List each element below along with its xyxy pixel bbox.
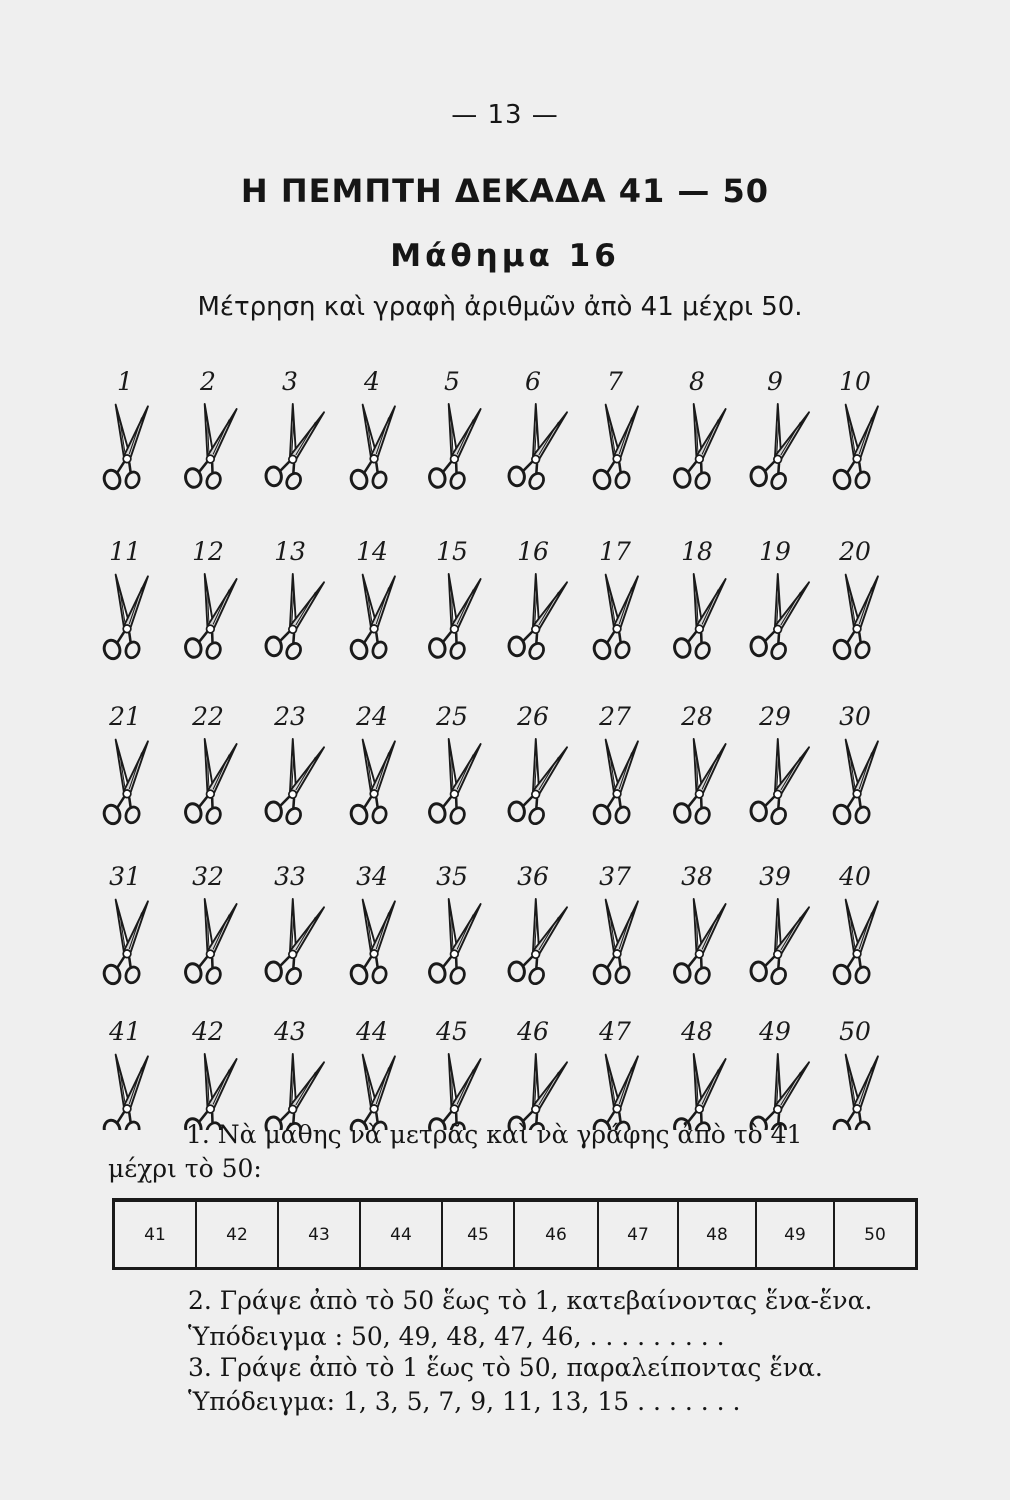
scissors-number-label: 8 [689, 367, 705, 396]
scissors-item-26 [503, 702, 568, 831]
scissors-item-3 [260, 367, 325, 496]
scissors-item-20 [830, 537, 879, 664]
scissors-item-22 [180, 702, 237, 830]
table-cell: 41 [114, 1200, 197, 1269]
scissors-icon [424, 736, 481, 830]
number-table [112, 1198, 918, 1270]
table-cell: 44 [360, 1200, 442, 1269]
scissors-item-18 [669, 537, 726, 665]
scissors-number-label: 22 [192, 702, 224, 731]
scissors-number-label: 13 [274, 537, 306, 566]
scissors-item-36 [503, 862, 568, 991]
scissors-icon [745, 895, 810, 991]
scissors-item-12 [180, 537, 237, 665]
scissors-icon [424, 896, 481, 990]
scissors-icon [503, 400, 568, 496]
exercise-1 [108, 1118, 928, 1186]
scissors-item-29 [745, 702, 810, 831]
scissors-item-8 [669, 367, 726, 495]
scissors-icon [347, 572, 396, 664]
scissors-item-15 [424, 537, 481, 665]
scissors-number-label: 28 [681, 702, 713, 731]
scissors-item-4 [347, 367, 396, 494]
scissors-icon [100, 737, 149, 829]
scissors-number-label: 21 [109, 702, 141, 731]
scissors-icon [347, 402, 396, 494]
scissors-number-label: 40 [839, 862, 871, 891]
scissors-item-49 [745, 1017, 810, 1130]
scissors-number-label: 33 [274, 862, 306, 891]
table-cell: 46 [514, 1200, 598, 1269]
scissors-icon [260, 895, 325, 991]
scissors-number-label: 43 [274, 1017, 306, 1046]
scissors-number-label: 11 [109, 537, 141, 566]
scissors-icon [669, 401, 726, 495]
scissors-icon [180, 401, 237, 495]
scissors-number-label: 38 [681, 862, 713, 891]
scissors-number-label: 9 [767, 367, 783, 396]
scissors-number-label: 31 [109, 862, 141, 891]
scissors-item-27 [590, 702, 639, 829]
scissors-icon [830, 897, 879, 989]
scissors-item-34 [347, 862, 396, 989]
scissors-icon [180, 896, 237, 990]
scissors-number-label: 35 [436, 862, 468, 891]
scissors-number-label: 20 [839, 537, 871, 566]
scissors-number-label: 50 [839, 1017, 871, 1046]
scissors-number-label: 47 [599, 1017, 631, 1046]
lesson-subtitle: Μέτρηση καὶ γραφὴ ἀριθμῶν ἀπὸ 41 μέχρι 50. [197, 292, 803, 322]
exercise-1-instruction-cont: μέχρι τὸ 50: [108, 1154, 262, 1183]
scissors-number-label: 17 [599, 537, 631, 566]
scissors-number-label: 14 [356, 537, 388, 566]
scissors-item-33 [260, 862, 325, 991]
scissors-number-label: 2 [200, 367, 216, 396]
scissors-icon [669, 896, 726, 990]
scissors-item-28 [669, 702, 726, 830]
scissors-item-17 [590, 537, 639, 664]
scissors-item-46 [503, 1017, 568, 1130]
scissors-item-44 [347, 1017, 396, 1130]
scissors-icon [590, 402, 639, 494]
scissors-number-label: 1 [117, 367, 133, 396]
scissors-item-45 [424, 1017, 481, 1130]
scissors-number-label: 42 [192, 1017, 224, 1046]
scissors-item-2 [180, 367, 237, 495]
table-cell: 43 [278, 1200, 360, 1269]
scissors-icon [100, 572, 149, 664]
scissors-icon [180, 736, 237, 830]
scissors-icon [590, 572, 639, 664]
scissors-number-label: 27 [599, 702, 631, 731]
scissors-icon [503, 735, 568, 831]
scissors-number-label: 39 [759, 862, 791, 891]
scissors-number-label: 5 [444, 367, 460, 396]
scissors-number-label: 36 [517, 862, 549, 891]
table-cell: 47 [598, 1200, 678, 1269]
scissors-item-40 [830, 862, 879, 989]
lesson-title: Μάθημα 16 [390, 238, 620, 274]
table-cell: 42 [196, 1200, 278, 1269]
scissors-number-label: 25 [436, 702, 468, 731]
scissors-number-label: 18 [681, 537, 713, 566]
scissors-icon [669, 736, 726, 830]
scissors-item-9 [745, 367, 810, 496]
scissors-number-label: 12 [192, 537, 224, 566]
scissors-item-25 [424, 702, 481, 830]
scissors-item-42 [180, 1017, 237, 1130]
scissors-icon [503, 570, 568, 666]
scissors-item-6 [503, 367, 568, 496]
scissors-number-label: 16 [517, 537, 549, 566]
scissors-icon [260, 400, 325, 496]
scissors-item-23 [260, 702, 325, 831]
scissors-icon [830, 737, 879, 829]
table-cell: 45 [442, 1200, 514, 1269]
scissors-item-50 [830, 1017, 879, 1130]
scissors-item-41 [100, 1017, 149, 1130]
scissors-item-5 [424, 367, 481, 495]
scissors-item-47 [590, 1017, 639, 1130]
scissors-item-43 [260, 1017, 325, 1130]
scissors-icon [669, 571, 726, 665]
chapter-title: Η ΠΕΜΠΤΗ ΔΕΚΑΔΑ 41 — 50 [240, 172, 770, 210]
scissors-number-label: 37 [599, 862, 631, 891]
scissors-number-label: 3 [282, 367, 298, 396]
scissors-number-label: 10 [839, 367, 871, 396]
scissors-icon [745, 735, 810, 831]
scissors-number-label: 29 [759, 702, 791, 731]
scissors-icon [590, 897, 639, 989]
scissors-number-label: 45 [436, 1017, 468, 1046]
scissors-number-label: 24 [356, 702, 388, 731]
scissors-icon [347, 737, 396, 829]
scissors-icon [347, 897, 396, 989]
scissors-item-7 [590, 367, 639, 494]
scissors-item-24 [347, 702, 396, 829]
scissors-item-10 [830, 367, 879, 494]
scissors-item-16 [503, 537, 568, 666]
scissors-icon [424, 571, 481, 665]
scissors-icon [100, 897, 149, 989]
scissors-item-14 [347, 537, 396, 664]
number-table-row [114, 1200, 917, 1269]
scissors-icon [745, 400, 810, 496]
scissors-number-label: 30 [839, 702, 871, 731]
scissors-item-48 [669, 1017, 726, 1130]
exercise-2-example: Ὑπόδειγμα : 50, 49, 48, 47, 46, . . . . . . . . . [188, 1322, 725, 1351]
scissors-number-label: 26 [517, 702, 549, 731]
scissors-icon [180, 571, 237, 665]
scissors-number-label: 48 [681, 1017, 713, 1046]
scissors-item-30 [830, 702, 879, 829]
scissors-number-label: 41 [109, 1017, 141, 1046]
exercise-1-instruction: 1. Νὰ μάθης νὰ μετρᾶς καὶ νὰ γράφης ἀπὸ τὸ 41 [186, 1120, 803, 1149]
scissors-item-39 [745, 862, 810, 991]
scissors-item-35 [424, 862, 481, 990]
scissors-item-38 [669, 862, 726, 990]
scissors-number-label: 49 [759, 1017, 791, 1046]
exercise-2-instruction: 2. Γράψε ἀπὸ τὸ 50 ἕως τὸ 1, κατεβαίνοντας ἕνα-ἕνα. [188, 1286, 873, 1315]
scissors-icon [830, 402, 879, 494]
scissors-item-1 [100, 367, 149, 494]
scissors-icon [745, 570, 810, 666]
scissors-number-label: 4 [364, 367, 380, 396]
scissors-item-21 [100, 702, 149, 829]
scissors-item-31 [100, 862, 149, 989]
scissors-number-label: 44 [356, 1017, 388, 1046]
scissors-icon [590, 737, 639, 829]
scissors-icon [424, 401, 481, 495]
scissors-item-13 [260, 537, 325, 666]
scissors-number-label: 7 [607, 367, 623, 396]
scissors-number-label: 32 [192, 862, 224, 891]
table-cell: 48 [678, 1200, 756, 1269]
page-number: — 13 — [451, 100, 559, 130]
table-cell: 50 [834, 1200, 917, 1269]
scissors-number-label: 15 [436, 537, 468, 566]
exercise-3-example: Ὑπόδειγμα: 1, 3, 5, 7, 9, 11, 13, 15 . . . . . . . [188, 1387, 741, 1416]
scissors-number-label: 23 [274, 702, 306, 731]
scissors-item-11 [100, 537, 149, 664]
scissors-icon [260, 570, 325, 666]
scissors-icon [503, 895, 568, 991]
scissors-item-19 [745, 537, 810, 666]
exercise-3-instruction: 3. Γράψε ἀπὸ τὸ 1 ἕως τὸ 50, παραλείποντας ἕνα. [188, 1353, 823, 1382]
scissors-item-32 [180, 862, 237, 990]
scissors-icon [260, 735, 325, 831]
scissors-number-label: 46 [517, 1017, 549, 1046]
scissors-number-label: 19 [759, 537, 791, 566]
scissors-icon [100, 402, 149, 494]
table-cell: 49 [756, 1200, 834, 1269]
scissors-item-37 [590, 862, 639, 989]
scissors-icon [830, 572, 879, 664]
scissors-number-label: 34 [356, 862, 388, 891]
scissors-number-label: 6 [525, 367, 541, 396]
